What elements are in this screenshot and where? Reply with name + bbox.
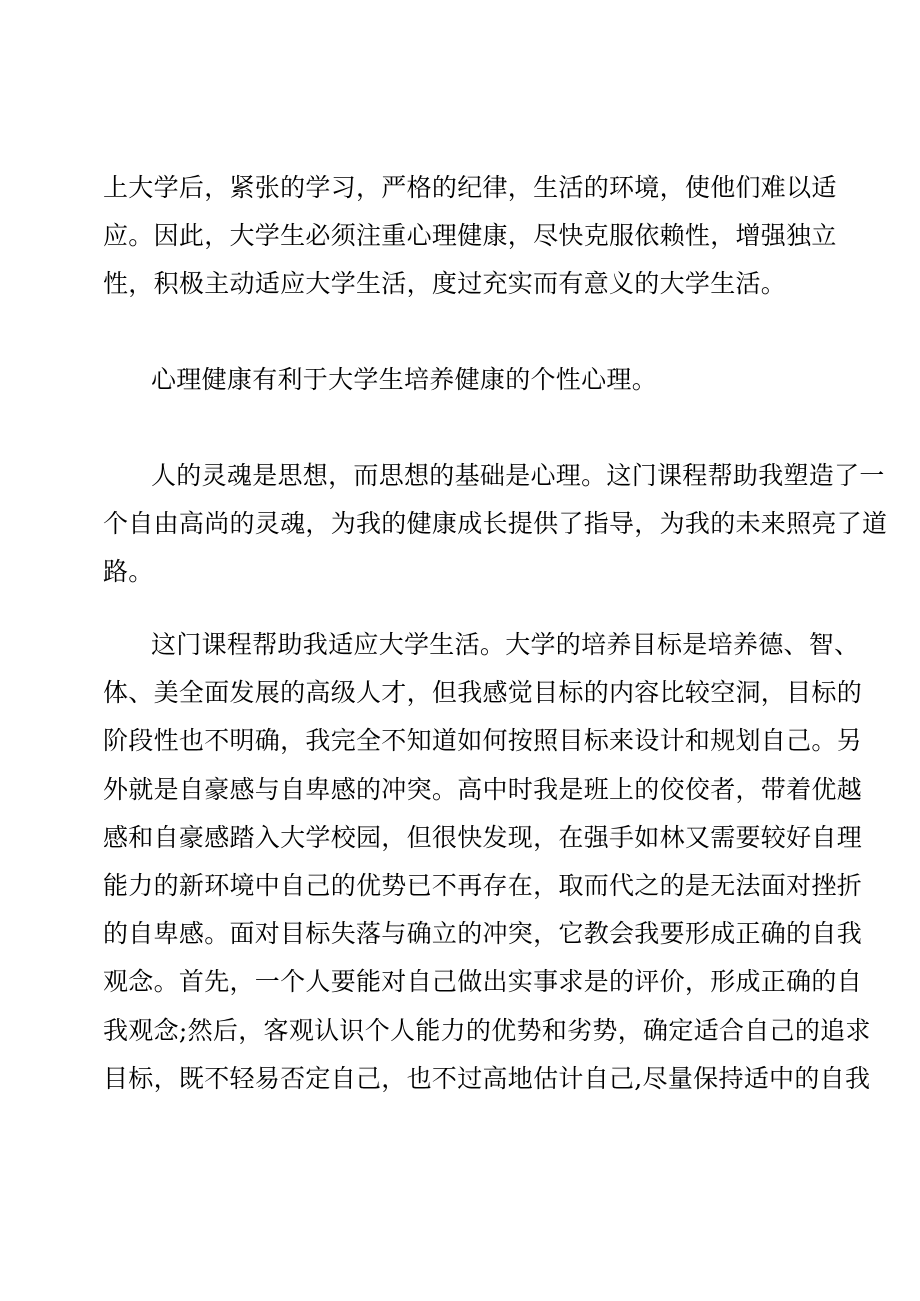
paragraph-line: 目标，既不轻易否定自己，也不过高地估计自己,尽量保持适中的自我 bbox=[103, 1063, 871, 1093]
paragraph-2 bbox=[103, 356, 823, 404]
paragraph-line: 能力的新环境中自己的优势已不再存在，取而代之的是无法面对挫折 bbox=[103, 870, 863, 900]
paragraph-1 bbox=[103, 164, 837, 309]
paragraph-line: 个自由高尚的灵魂，为我的健康成长提供了指导，为我的未来照亮了道 bbox=[103, 509, 888, 539]
paragraph-line: 外就是自豪感与自卑感的冲突。高中时我是班上的佼佼者，带着优越 bbox=[103, 774, 863, 804]
paragraph-line: 路。 bbox=[103, 557, 154, 587]
paragraph-line: 心理健康有利于大学生培养健康的个性心理。 bbox=[151, 365, 658, 394]
paragraph-line: 感和自豪感踏入大学校园，但很快发现，在强手如林又需要较好自理 bbox=[103, 822, 863, 852]
paragraph-line: 上大学后，紧张的学习，严格的纪律，生活的环境，使他们难以适 bbox=[103, 173, 837, 202]
paragraph-line: 人的灵魂是思想，而思想的基础是心理。这门课程帮助我塑造了一 bbox=[151, 461, 885, 490]
paragraph-3 bbox=[103, 452, 888, 597]
paragraph-4 bbox=[103, 621, 871, 1103]
paragraph-line: 的自卑感。面对目标失落与确立的冲突，它教会我要形成正确的自我 bbox=[103, 919, 863, 949]
paragraph-line: 体、美全面发展的高级人才，但我感觉目标的内容比较空洞，目标的 bbox=[103, 678, 863, 708]
paragraph-line: 性，积极主动适应大学生活，度过充实而有意义的大学生活。 bbox=[103, 269, 787, 299]
paragraph-line: 这门课程帮助我适应大学生活。大学的培养目标是培养德、智、 bbox=[151, 630, 860, 659]
paragraph-line: 应。因此，大学生必须注重心理健康，尽快克服依赖性，增强独立 bbox=[103, 221, 837, 251]
paragraph-line: 我观念;然后，客观认识个人能力的优势和劣势，确定适合自己的追求 bbox=[103, 1015, 871, 1045]
paragraph-line: 观念。首先，一个人要能对自己做出实事求是的评价，形成正确的自 bbox=[103, 967, 863, 997]
paragraph-line: 阶段性也不明确，我完全不知道如何按照目标来设计和规划自己。另 bbox=[103, 726, 863, 756]
